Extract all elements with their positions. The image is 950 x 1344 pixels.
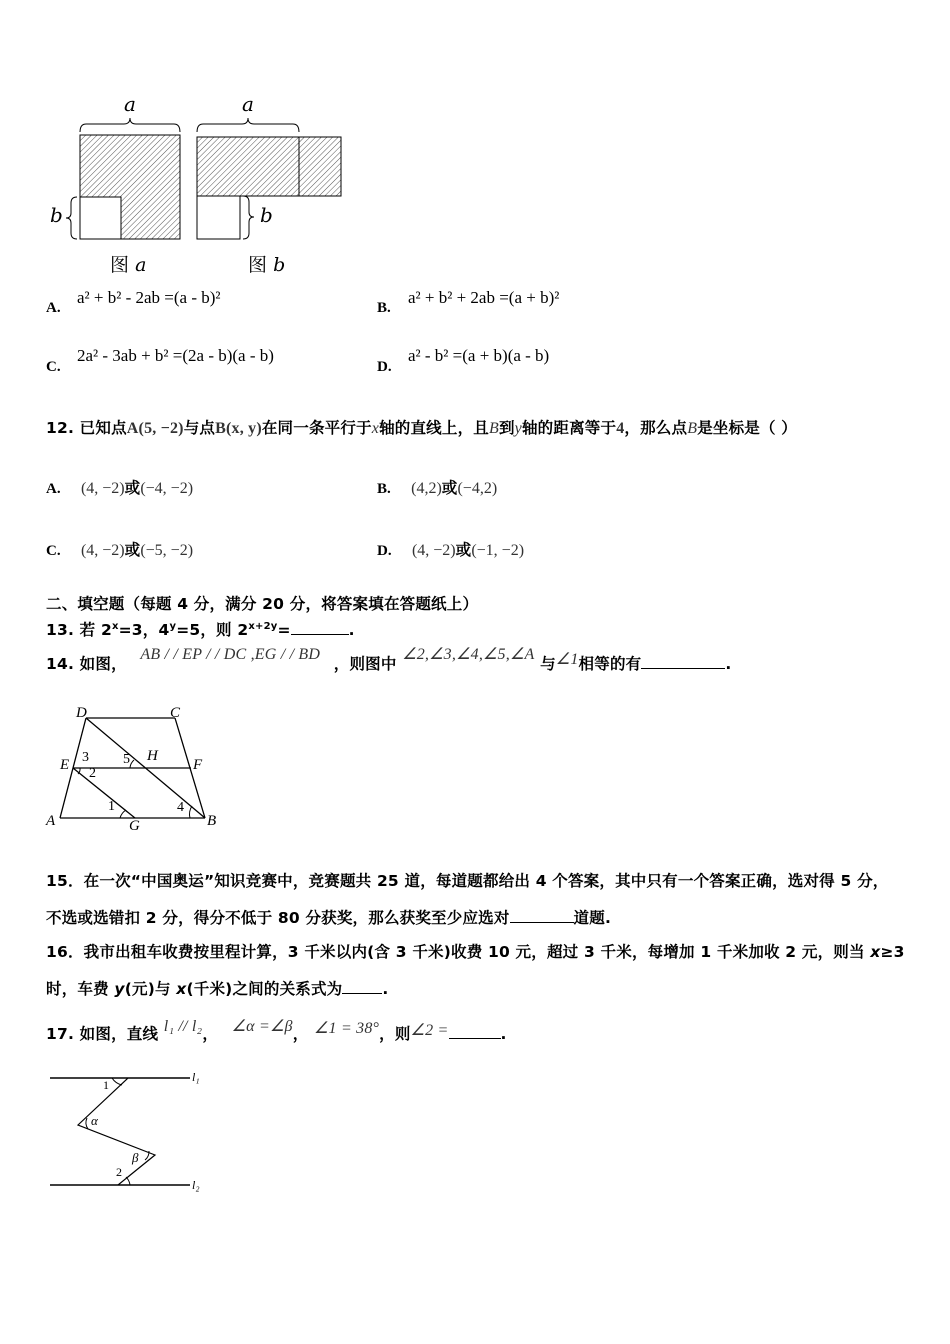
q14-label-C: C (170, 705, 181, 721)
q13-answer-blank[interactable] (291, 620, 349, 635)
q16-line1: 16．我市出租车收费按里程计算，3 千米以内(含 3 千米)收费 10 元，超过 3 千米，每增加 1 千米加收 2 元，则当 x≥3 (46, 943, 905, 961)
q11-option-b-letter: B. (377, 300, 391, 316)
q14-angle-2: 2 (89, 766, 96, 781)
q16-line2: 时，车费 y(元)与 x(千米)之间的关系式为 . (46, 980, 389, 998)
q11-option-c-letter: C. (46, 359, 61, 375)
fig-a-caption: 图 a (110, 254, 147, 276)
fig-b-label-b: b (260, 203, 273, 227)
q15-line1: 15．在一次“中国奥运”知识竞赛中，竞赛题共 25 道，每道题都给出 4 个答案，其中只有一个答案正确，选对得 5 分， (46, 872, 889, 890)
q14-answer-blank[interactable] (641, 654, 725, 669)
q17-label-l2: l₂ (192, 1178, 200, 1192)
q17-angle-alpha: α (91, 1113, 98, 1128)
q14-angle-1: 1 (108, 799, 115, 814)
figure-ab (40, 90, 370, 280)
q15-line2: 不选或选错扣 2 分，得分不低于 80 分获奖，那么获奖至少应选对 道题. (46, 909, 612, 927)
q11-option-a-letter: A. (46, 300, 61, 316)
figure-a (66, 118, 180, 239)
q11-option-b-formula: a² + b² + 2ab =(a + b)² (408, 288, 560, 307)
q14-label-D: D (76, 705, 87, 721)
q17-angle-1: 1 (103, 1078, 109, 1092)
q14-label-A: A (46, 813, 56, 829)
q13-stem: 13. 若 $2^x=3$，$4^y=5$，则 $2^{x+2y}=$ . (46, 620, 355, 639)
q14-label-G: G (129, 818, 140, 834)
q12-option-d: D. (4, −2)或(−1, −2) (377, 541, 525, 559)
q12-option-c: C. (4, −2)或(−5, −2) (46, 541, 194, 559)
fig-b-label-a: a (242, 92, 254, 116)
q11-option-c-formula: 2a² - 3ab + b² =(2a - b)(a - b) (77, 346, 274, 365)
q11-option-d-formula: a² - b² =(a + b)(a - b) (408, 346, 550, 365)
q16-answer-blank[interactable] (342, 979, 382, 994)
q14-label-B: B (207, 813, 217, 829)
q15-answer-blank[interactable] (510, 908, 574, 923)
q14-label-H: H (147, 748, 158, 764)
q17-stem: 17. 如图，直线 l₁ // l₂， ∠α =∠β， ∠1 = 38°，则∠2 = . (46, 1018, 507, 1043)
q14-label-E: E (60, 757, 70, 773)
q12-stem: 12. 已知点A(5, −2)与点B(x, y)在同一条平行于x轴的直线上，且B到y轴的距离等于4，那么点B是坐标是（ ） (46, 419, 797, 437)
fig-a-label-b: b (50, 203, 63, 227)
fig-b-caption: 图 b (248, 254, 286, 276)
q17-figure (40, 1065, 210, 1200)
q17-answer-blank[interactable] (449, 1024, 501, 1039)
section-title: 二、填空题（每题 4 分，满分 20 分，将答案填在答题纸上） (46, 595, 479, 613)
q14-angle-4: 4 (177, 800, 184, 815)
q11-option-a-formula: a² + b² - 2ab =(a - b)² (77, 288, 221, 307)
q14-angle-5: 5 (123, 752, 130, 767)
q17-angle-2: 2 (116, 1165, 122, 1179)
q17-angle-beta: β (132, 1150, 139, 1165)
q17-label-l1: l₁ (192, 1070, 200, 1084)
q12-option-a: A. (4, −2)或(−4, −2) (46, 479, 194, 497)
q14-stem: 14. 如图， AB / / EP / / DC ,EG / / BD ，则图中 ∠2,∠3,∠4,∠5,∠A 与∠1相等的有 . (46, 646, 732, 673)
q14-angle-3: 3 (82, 750, 89, 765)
q12-option-b: B. (4,2)或(−4,2) (377, 479, 498, 497)
fig-a-label-a: a (124, 92, 136, 116)
q14-label-F: F (193, 757, 203, 773)
q11-option-d-letter: D. (377, 359, 392, 375)
